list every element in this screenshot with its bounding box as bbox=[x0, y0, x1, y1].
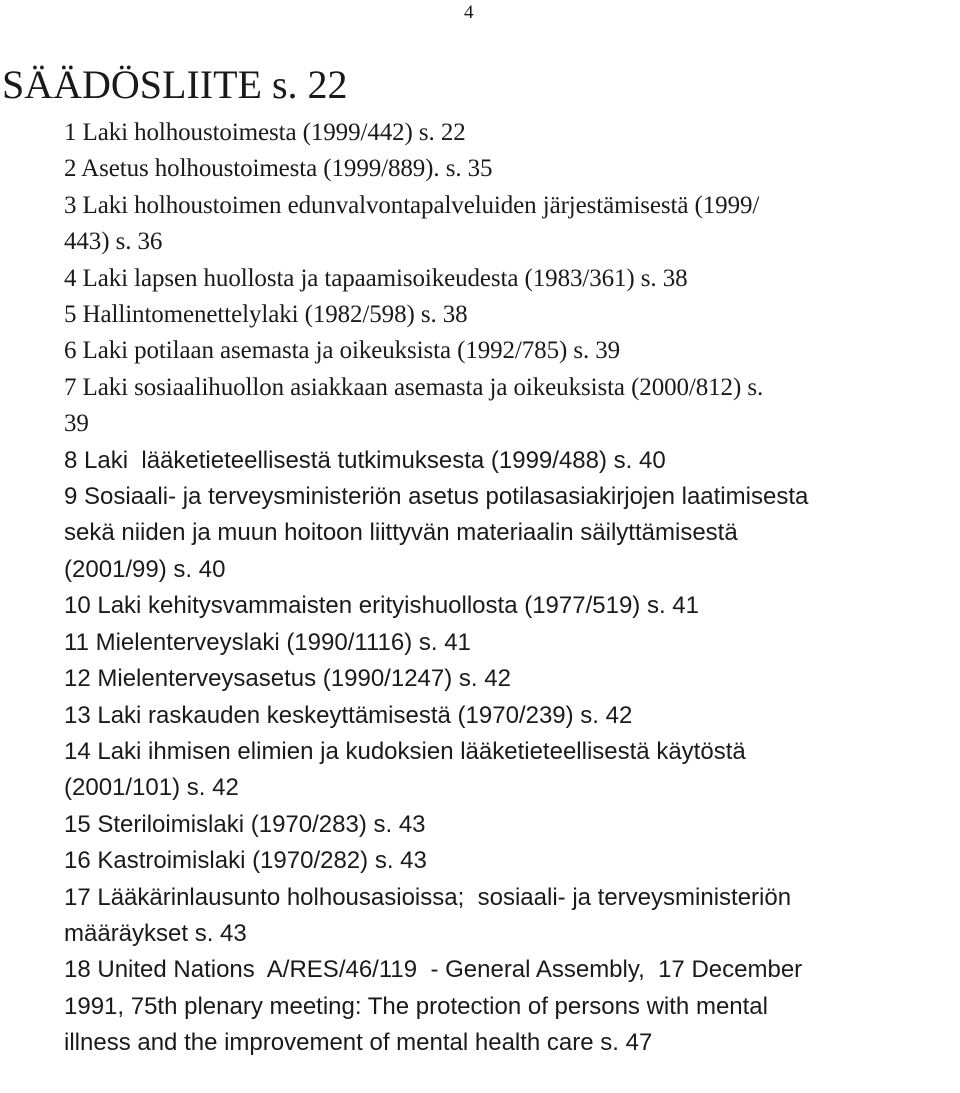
list-item: 14 Laki ihmisen elimien ja kudoksien lääketieteellisestä käytöstä (2001/101) s. 42 bbox=[64, 737, 746, 802]
list-item: 16 Kastroimislaki (1970/282) s. 43 bbox=[64, 847, 427, 875]
list-item: 6 Laki potilaan asemasta ja oikeuksista (1992/785) s. 39 bbox=[64, 337, 621, 365]
list-item: 10 Laki kehitysvammaisten erityishuollosta (1977/519) s. 41 bbox=[64, 592, 699, 620]
list-item: 13 Laki raskauden keskeyttämisestä (1970/239) s. 42 bbox=[64, 701, 633, 729]
regulation-list bbox=[64, 115, 958, 1062]
list-item: 7 Laki sosiaalihuollon asiakkaan asemasta ja oikeuksista (2000/812) s. 39 bbox=[64, 373, 764, 438]
list-item: 17 Lääkärinlausunto holhousasioissa; sosiaali- ja terveysministeriön määräykset s. 43 bbox=[64, 883, 792, 947]
list-item: 5 Hallintomenettelylaki (1982/598) s. 38 bbox=[64, 301, 468, 329]
page-number: 4 bbox=[464, 2, 474, 23]
list-item: 4 Laki lapsen huollosta ja tapaamisoikeudesta (1983/361) s. 38 bbox=[64, 264, 688, 292]
list-item: 18 United Nations A/RES/46/119 - General Assembly, 17 December 1991, 75th plenary meeting: The protection of persons with mental illness and the improvement of mental health care s. 47 bbox=[64, 956, 803, 1057]
list-item: 1 Laki holhoustoimesta (1999/442) s. 22 bbox=[64, 119, 466, 146]
page-title: SÄÄDÖSLIITE s. 22 bbox=[2, 62, 348, 107]
list-item: 12 Mielenterveysasetus (1990/1247) s. 42 bbox=[64, 665, 511, 693]
list-item: 11 Mielenterveyslaki (1990/1116) s. 41 bbox=[64, 628, 471, 656]
list-item: 15 Steriloimislaki (1970/283) s. 43 bbox=[64, 810, 426, 838]
list-item: 3 Laki holhoustoimen edunvalvontapalveluiden järjestämisestä (1999/ 443) s. 36 bbox=[64, 191, 760, 256]
list-item: 8 Laki lääketieteellisestä tutkimuksesta (1999/488) s. 40 bbox=[64, 446, 666, 474]
list-item: 9 Sosiaali- ja terveysministeriön asetus potilasasiakirjojen laatimisesta sekä niiden ja muun hoitoon liittyvän materiaalin säilyttämisestä (2001/99) s. 40 bbox=[64, 483, 809, 583]
list-item: 2 Asetus holhoustoimesta (1999/889). s. 35 bbox=[64, 155, 493, 183]
